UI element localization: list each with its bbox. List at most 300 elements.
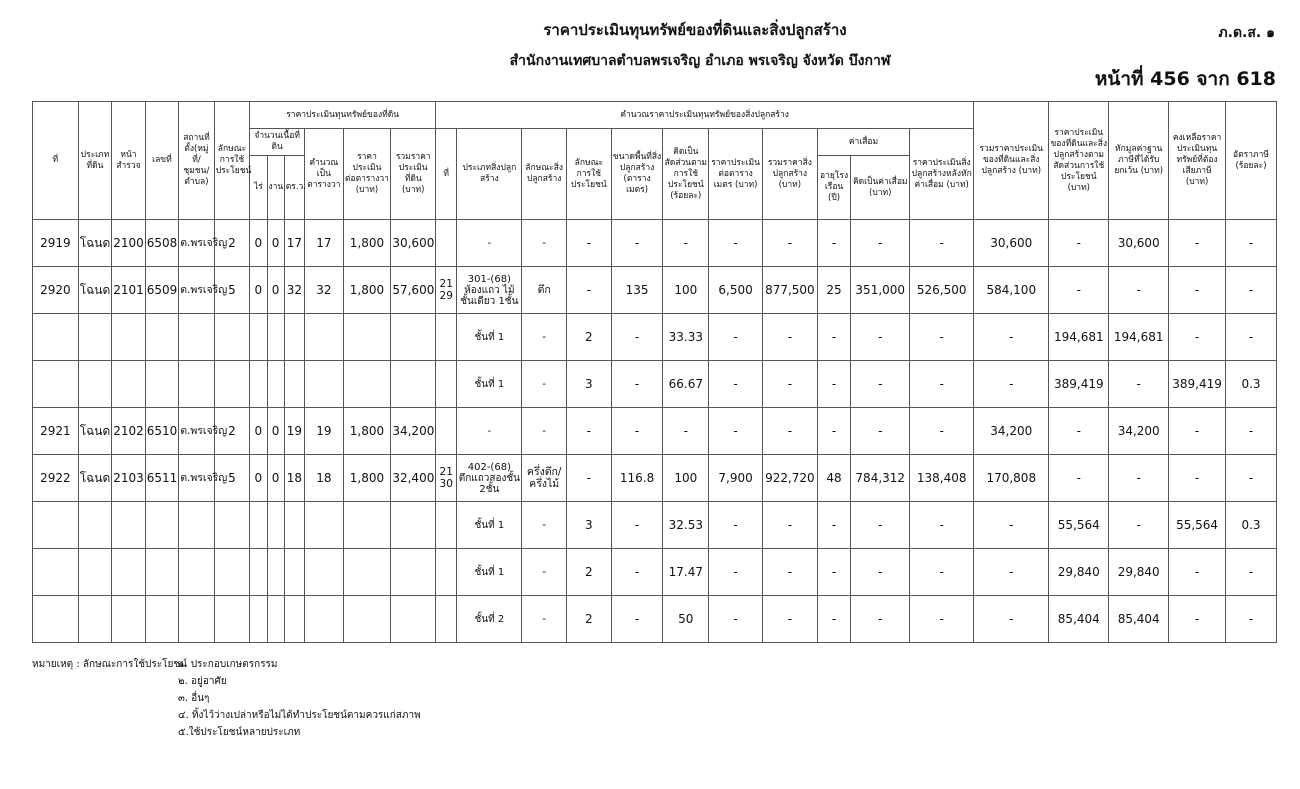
table-cell: - [1226, 314, 1277, 361]
col-survey-page: หน้าสำรวจ [112, 102, 146, 220]
table-cell: 2919 [33, 220, 79, 267]
table-cell [78, 314, 112, 361]
table-cell: 2 [214, 220, 250, 267]
table-cell: - [709, 502, 763, 549]
table-cell: - [851, 502, 910, 549]
table-cell [305, 549, 344, 596]
table-cell: ครึ่งตึก/ครึ่งไม้ [522, 455, 567, 502]
table-cell: 1,800 [343, 220, 391, 267]
col-rai: ไร่ [250, 156, 267, 220]
notes-label: หมายเหตุ : ลักษณะการใช้ประโยชน์ [32, 659, 187, 670]
table-cell: 32 [284, 267, 304, 314]
table-cell [33, 361, 79, 408]
table-row [33, 502, 1277, 549]
table-cell [305, 314, 344, 361]
table-cell: ต.พรเจริญ [179, 455, 215, 502]
note-item: ๓. อื่นๆ [178, 693, 210, 704]
table-cell: 21 30 [436, 455, 457, 502]
table-cell [436, 502, 457, 549]
col-building-after-dep: ราคาประเมินสิ่งปลูกสร้างหลังหักค่าเสื่อม (บาท) [910, 129, 974, 220]
table-cell: 584,100 [974, 267, 1049, 314]
table-cell: - [910, 314, 974, 361]
table-cell: ชั้นที่ 1 [457, 314, 522, 361]
table-cell: ต.พรเจริญ [179, 408, 215, 455]
col-building-use: ลักษณะการใช้ประโยชน์ [567, 129, 612, 220]
table-cell: 6509 [145, 267, 179, 314]
note-item: ๕.ใช้ประโยชน์หลายประเภท [178, 727, 301, 738]
table-cell: - [522, 596, 567, 643]
col-building-age: อายุโรงเรือน (ปี) [817, 156, 851, 220]
table-cell [214, 361, 250, 408]
col-price-per-sqwa: ราคาประเมินต่อตารางวา (บาท) [343, 129, 391, 220]
table-cell: 85,404 [1109, 596, 1169, 643]
table-cell [33, 502, 79, 549]
table-cell [78, 549, 112, 596]
table-cell: - [522, 502, 567, 549]
table-cell: - [974, 549, 1049, 596]
table-cell: 0 [267, 267, 284, 314]
table-cell: 2101 [112, 267, 146, 314]
table-cell: - [762, 408, 817, 455]
table-cell: โฉนด [78, 408, 112, 455]
table-cell [112, 549, 146, 596]
table-cell: 402-(68) ตึกแถวสองชั้น 2ชั้น [457, 455, 522, 502]
table-cell: - [567, 220, 612, 267]
table-cell: - [1169, 549, 1226, 596]
group-land-area: จำนวนเนื้อที่ดิน [250, 129, 305, 156]
table-cell: - [611, 361, 663, 408]
table-cell [436, 220, 457, 267]
col-building-price-sqm: ราคาประเมินต่อตารางเมตร (บาท) [709, 129, 763, 220]
table-cell: 85,404 [1049, 596, 1109, 643]
table-cell [305, 502, 344, 549]
table-cell: 30,600 [391, 220, 436, 267]
table-cell: 6511 [145, 455, 179, 502]
table-cell [145, 596, 179, 643]
table-cell: 32 [305, 267, 344, 314]
table-cell [267, 361, 284, 408]
table-cell [343, 549, 391, 596]
table-cell [250, 596, 267, 643]
col-no: ที่ [33, 102, 79, 220]
table-cell [112, 596, 146, 643]
table-cell: - [817, 502, 851, 549]
table-cell: - [1169, 314, 1226, 361]
table-cell [214, 502, 250, 549]
table-cell: - [974, 361, 1049, 408]
table-cell: - [762, 361, 817, 408]
table-cell: - [1226, 455, 1277, 502]
table-cell: 2922 [33, 455, 79, 502]
table-cell: 30,600 [1109, 220, 1169, 267]
table-cell: - [817, 596, 851, 643]
table-cell [267, 502, 284, 549]
table-cell: - [611, 596, 663, 643]
table-cell: - [457, 220, 522, 267]
table-cell [179, 314, 215, 361]
col-building-no: ที่ [436, 129, 457, 220]
table-cell: ต.พรเจริญ [179, 267, 215, 314]
table-cell: 5 [214, 267, 250, 314]
table-cell: 877,500 [762, 267, 817, 314]
table-cell: 2 [214, 408, 250, 455]
table-cell: - [457, 408, 522, 455]
table-cell: ชั้นที่ 2 [457, 596, 522, 643]
table-cell: - [611, 549, 663, 596]
table-cell [267, 549, 284, 596]
table-cell: - [762, 220, 817, 267]
table-cell: โฉนด [78, 455, 112, 502]
table-cell: 29,840 [1109, 549, 1169, 596]
table-cell: 55,564 [1169, 502, 1226, 549]
table-cell: - [817, 220, 851, 267]
table-cell: - [611, 502, 663, 549]
table-cell: 17 [284, 220, 304, 267]
table-cell [112, 314, 146, 361]
table-row [33, 596, 1277, 643]
table-cell: - [762, 549, 817, 596]
table-cell [343, 502, 391, 549]
table-body [33, 220, 1277, 643]
table-cell: - [522, 361, 567, 408]
table-cell [214, 314, 250, 361]
table-cell: - [522, 220, 567, 267]
table-cell: - [1109, 361, 1169, 408]
table-row [33, 455, 1277, 502]
col-land-type: ประเภทที่ดิน [78, 102, 112, 220]
table-cell: 18 [284, 455, 304, 502]
assessment-table [32, 101, 1277, 643]
table-cell: - [1226, 220, 1277, 267]
table-cell: - [817, 408, 851, 455]
page-indicator: หน้าที่ 456 จาก 618 [1094, 68, 1276, 90]
table-cell: - [910, 361, 974, 408]
table-cell: โฉนด [78, 267, 112, 314]
table-cell: 29,840 [1049, 549, 1109, 596]
table-cell: 0.3 [1226, 502, 1277, 549]
table-row [33, 549, 1277, 596]
table-cell [179, 361, 215, 408]
table-cell: 3 [567, 502, 612, 549]
table-cell: 2 [567, 596, 612, 643]
table-cell: 0 [250, 220, 267, 267]
table-cell [391, 549, 436, 596]
table-cell: - [1169, 220, 1226, 267]
table-cell: - [1049, 455, 1109, 502]
table-cell: 2921 [33, 408, 79, 455]
table-cell: ตึก [522, 267, 567, 314]
table-cell: 922,720 [762, 455, 817, 502]
table-cell: 17 [305, 220, 344, 267]
table-cell: ชั้นที่ 1 [457, 549, 522, 596]
table-cell [78, 502, 112, 549]
table-cell: - [762, 502, 817, 549]
document-title: ราคาประเมินทุนทรัพย์ของที่ดินและสิ่งปลูกสร้าง [543, 21, 847, 39]
table-cell: - [762, 596, 817, 643]
col-building-type: ประเภทสิ่งปลูกสร้าง [457, 129, 522, 220]
table-cell [267, 314, 284, 361]
table-cell [343, 361, 391, 408]
table-cell: - [910, 549, 974, 596]
table-cell: - [567, 455, 612, 502]
table-cell: 32.53 [663, 502, 709, 549]
table-cell [436, 361, 457, 408]
col-deduction: หักมูลค่าฐานภาษีที่ได้รับยกเว้น (บาท) [1109, 102, 1169, 220]
table-cell: 30,600 [974, 220, 1049, 267]
table-cell: - [1226, 596, 1277, 643]
table-cell: - [1169, 408, 1226, 455]
table-cell [250, 314, 267, 361]
table-cell [267, 596, 284, 643]
table-cell: 19 [305, 408, 344, 455]
note-item: ๔. ทิ้งไว้ว่างเปล่าหรือไม่ได้ทำประโยชน์ตามควรแก่สภาพ [178, 710, 421, 721]
table-row [33, 314, 1277, 361]
table-cell [284, 361, 304, 408]
table-cell: - [817, 361, 851, 408]
table-cell: 50 [663, 596, 709, 643]
col-remaining: คงเหลือราคาประเมินทุนทรัพย์ที่ต้องเสียภาษี (บาท) [1169, 102, 1226, 220]
table-cell: - [709, 408, 763, 455]
table-cell: 2103 [112, 455, 146, 502]
table-cell [284, 502, 304, 549]
col-building-character: ลักษณะสิ่งปลูกสร้าง [522, 129, 567, 220]
table-cell [391, 361, 436, 408]
office-subtitle: สำนักงานเทศบาลตำบลพรเจริญ อำเภอ พรเจริญ จังหวัด บึงกาฬ [509, 53, 891, 69]
col-sqwa: ตร.ว. [284, 156, 304, 220]
table-cell [179, 502, 215, 549]
table-cell [343, 314, 391, 361]
table-cell: - [709, 596, 763, 643]
table-cell: 6508 [145, 220, 179, 267]
table-cell: 784,312 [851, 455, 910, 502]
table-cell [284, 549, 304, 596]
col-building-area: ขนาดพื้นที่สิ่งปลูกสร้าง (ตารางเมตร) [611, 129, 663, 220]
table-cell: 100 [663, 267, 709, 314]
table-cell: - [709, 220, 763, 267]
table-cell: - [851, 596, 910, 643]
table-cell [436, 408, 457, 455]
table-cell: 7,900 [709, 455, 763, 502]
table-cell: - [1226, 549, 1277, 596]
table-cell [145, 361, 179, 408]
table-cell: - [974, 596, 1049, 643]
table-cell: 194,681 [1049, 314, 1109, 361]
table-cell: - [663, 220, 709, 267]
table-cell [391, 314, 436, 361]
table-cell [436, 596, 457, 643]
table-cell: 0 [250, 267, 267, 314]
table-cell: ชั้นที่ 1 [457, 361, 522, 408]
table-cell: - [1226, 408, 1277, 455]
form-code: ภ.ด.ส. ๑ [1218, 25, 1275, 41]
table-cell: - [1226, 267, 1277, 314]
col-building-total: รวมราคาสิ่งปลูกสร้าง (บาท) [762, 129, 817, 220]
col-value-by-use: ราคาประเมินของที่ดินและสิ่งปลูกสร้างตามสัดส่วนการใช้ประโยชน์ (บาท) [1049, 102, 1109, 220]
table-cell: 66.67 [663, 361, 709, 408]
table-cell: 1,800 [343, 267, 391, 314]
col-total-value: รวมราคาประเมินของที่ดินและสิ่งปลูกสร้าง (บาท) [974, 102, 1049, 220]
table-cell [145, 549, 179, 596]
col-tax-rate: อัตราภาษี (ร้อยละ) [1226, 102, 1277, 220]
table-cell: - [1109, 502, 1169, 549]
table-cell: - [522, 408, 567, 455]
table-cell [284, 596, 304, 643]
table-cell [250, 549, 267, 596]
note-item: ๒. อยู่อาศัย [178, 676, 227, 687]
table-cell: 0 [267, 455, 284, 502]
table-cell: 17.47 [663, 549, 709, 596]
table-cell [112, 361, 146, 408]
table-row [33, 220, 1277, 267]
table-cell: - [1109, 267, 1169, 314]
table-cell: 389,419 [1049, 361, 1109, 408]
table-cell: - [974, 314, 1049, 361]
table-cell: 55,564 [1049, 502, 1109, 549]
table-cell [305, 596, 344, 643]
table-cell: 1,800 [343, 408, 391, 455]
table-cell [391, 596, 436, 643]
table-cell: - [851, 220, 910, 267]
table-cell: 6,500 [709, 267, 763, 314]
table-cell: 34,200 [974, 408, 1049, 455]
table-cell: - [611, 314, 663, 361]
col-number: เลขที่ [145, 102, 179, 220]
table-cell: 2 [567, 314, 612, 361]
table-cell [343, 596, 391, 643]
table-cell: - [762, 314, 817, 361]
table-cell: - [851, 408, 910, 455]
group-depreciation: ค่าเสื่อม [817, 129, 909, 156]
table-cell: 194,681 [1109, 314, 1169, 361]
group-land-value: ราคาประเมินทุนทรัพย์ของที่ดิน [250, 102, 436, 129]
table-cell [78, 361, 112, 408]
table-cell: 2920 [33, 267, 79, 314]
table-cell: - [910, 596, 974, 643]
note-item: ๑. ประกอบเกษตรกรรม [178, 659, 278, 670]
table-row [33, 408, 1277, 455]
table-cell: 351,000 [851, 267, 910, 314]
table-cell: - [817, 314, 851, 361]
table-cell: 0 [250, 455, 267, 502]
table-cell: 6510 [145, 408, 179, 455]
table-cell: - [851, 549, 910, 596]
table-cell: 19 [284, 408, 304, 455]
table-cell: 526,500 [910, 267, 974, 314]
table-cell: 2100 [112, 220, 146, 267]
table-cell: - [1049, 408, 1109, 455]
table-cell: 1,800 [343, 455, 391, 502]
table-cell: 301-(68) ห้องแถว ไม้ชั้นเดียว 1ชั้น [457, 267, 522, 314]
table-cell: - [974, 502, 1049, 549]
table-cell: 0 [267, 220, 284, 267]
table-cell: - [1169, 596, 1226, 643]
table-cell: 33.33 [663, 314, 709, 361]
table-cell: - [910, 502, 974, 549]
table-cell: - [1049, 220, 1109, 267]
table-row [33, 361, 1277, 408]
table-cell: 135 [611, 267, 663, 314]
table-cell: - [851, 361, 910, 408]
table-cell: - [851, 314, 910, 361]
table-cell: 57,600 [391, 267, 436, 314]
table-cell: 34,200 [1109, 408, 1169, 455]
table-cell: 0.3 [1226, 361, 1277, 408]
col-land-use: ลักษณะการใช้ประโยชน์ [214, 102, 250, 220]
table-cell [284, 314, 304, 361]
col-location: สถานที่ตั้ง(หมู่ที่/ชุมชน/ตำบล) [179, 102, 215, 220]
table-cell: โฉนด [78, 220, 112, 267]
table-cell: ชั้นที่ 1 [457, 502, 522, 549]
group-building-value: คำนวณราคาประเมินทุนทรัพย์ของสิ่งปลูกสร้าง [436, 102, 974, 129]
table-cell [305, 361, 344, 408]
table-cell: 0 [250, 408, 267, 455]
col-land-total: รวมราคาประเมินที่ดิน (บาท) [391, 129, 436, 220]
table-cell: 100 [663, 455, 709, 502]
table-cell: 34,200 [391, 408, 436, 455]
table-cell [145, 314, 179, 361]
table-cell [78, 596, 112, 643]
table-row [33, 267, 1277, 314]
col-building-dep: คิดเป็นค่าเสื่อม (บาท) [851, 156, 910, 220]
notes-list [178, 656, 578, 741]
table-cell: - [567, 408, 612, 455]
table-cell: 3 [567, 361, 612, 408]
table-cell: 32,400 [391, 455, 436, 502]
table-cell: 18 [305, 455, 344, 502]
table-cell [250, 502, 267, 549]
table-cell [179, 596, 215, 643]
table-cell: ต.พรเจริญ [179, 220, 215, 267]
table-cell: - [709, 314, 763, 361]
table-cell [112, 502, 146, 549]
table-cell: - [522, 314, 567, 361]
table-cell: - [910, 408, 974, 455]
table-cell [33, 549, 79, 596]
table-cell: 170,808 [974, 455, 1049, 502]
table-cell: - [817, 549, 851, 596]
col-calc-sqwa: คำนวณเป็นตารางวา [305, 129, 344, 220]
table-cell [33, 314, 79, 361]
table-cell: 21 29 [436, 267, 457, 314]
table-cell: - [611, 220, 663, 267]
table-cell: - [663, 408, 709, 455]
table-cell: 48 [817, 455, 851, 502]
table-cell: 389,419 [1169, 361, 1226, 408]
table-cell: 2102 [112, 408, 146, 455]
col-building-ratio: คิดเป็นสัดส่วนตามการใช้ประโยชน์ (ร้อยละ) [663, 129, 709, 220]
table-cell: 25 [817, 267, 851, 314]
table-cell [436, 314, 457, 361]
table-cell: - [522, 549, 567, 596]
table-cell: - [1169, 455, 1226, 502]
table-cell: - [1109, 455, 1169, 502]
table-cell [214, 596, 250, 643]
table-cell: - [709, 549, 763, 596]
table-cell: - [1169, 267, 1226, 314]
table-cell [250, 361, 267, 408]
table-cell: 2 [567, 549, 612, 596]
col-ngan: งาน [267, 156, 284, 220]
table-cell: - [611, 408, 663, 455]
table-cell: - [709, 361, 763, 408]
table-cell [436, 549, 457, 596]
table-cell: - [1049, 267, 1109, 314]
table-cell: 0 [267, 408, 284, 455]
table-cell: - [910, 220, 974, 267]
table-cell: 138,408 [910, 455, 974, 502]
table-cell: 116.8 [611, 455, 663, 502]
table-cell [214, 549, 250, 596]
